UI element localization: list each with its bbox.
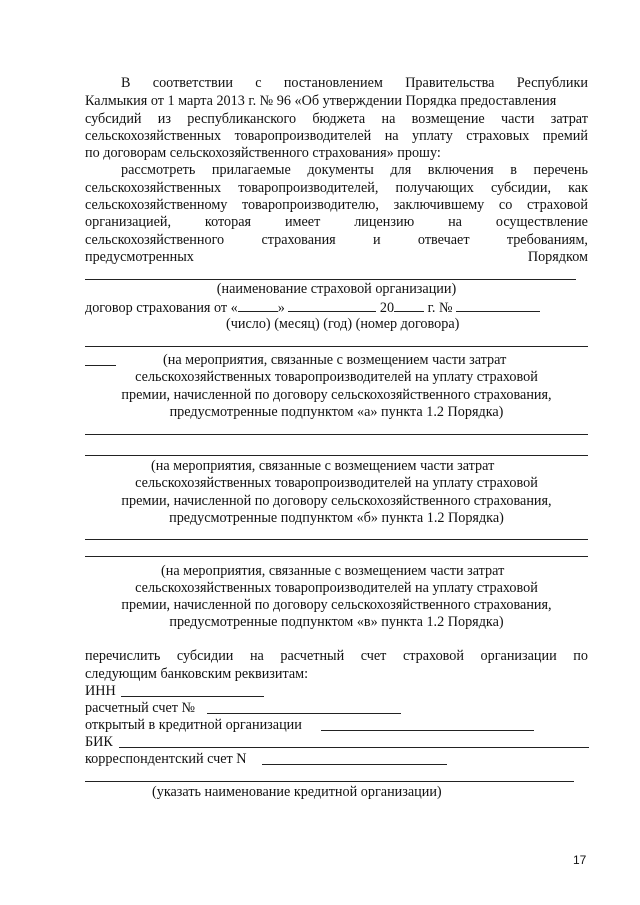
block-a-line-3: премии, начисленной по договору сельскохозяйственного страхования, [121, 387, 552, 403]
intro-line-3: субсидий из республиканского бюджета на возмещение части затрат [85, 111, 588, 127]
contract-caption: (число) (месяц) (год) (номер договора) [226, 316, 460, 332]
block-b-top-line [85, 455, 588, 456]
request-line-2: сельскохозяйственных товаропроизводителей, получающих субсидии, как [85, 180, 588, 196]
inn-field[interactable] [121, 696, 264, 697]
block-c-line-1: (на мероприятия, связанные с возмещением части затрат [161, 563, 505, 579]
contract-number-field[interactable] [456, 298, 540, 312]
bik-label: БИК [85, 734, 113, 750]
block-b-line-2: сельскохозяйственных товаропроизводителей на уплату страховой [135, 475, 538, 491]
bank-line-2: следующим банковским реквизитам: [85, 666, 309, 682]
contract-number-label: г. № [427, 300, 453, 316]
request-line-5: сельскохозяйственного страхования и отвечает требованиям, [85, 232, 588, 248]
request-line-4: организацией, которая имеет лицензию на осуществление [85, 214, 588, 230]
contract-year-prefix: 20 [379, 300, 395, 316]
block-b-line-3: премии, начисленной по договору сельскохозяйственного страхования, [121, 493, 552, 509]
bank-opened-field[interactable] [321, 730, 534, 731]
block-c-field-line[interactable] [85, 539, 588, 540]
corr-account-label: корреспондентский счет N [85, 751, 247, 767]
contract-month-field[interactable] [288, 298, 376, 312]
bank-line-1: перечислить субсидии на расчетный счет страховой организации по [85, 648, 588, 664]
corr-account-field[interactable] [262, 764, 447, 765]
intro-line-5: по договорам сельскохозяйственного страхования» прошу: [85, 145, 441, 161]
contract-day-field[interactable] [238, 298, 278, 312]
block-c-line-4: предусмотренные подпунктом «в» пункта 1.2 Порядка) [169, 614, 504, 630]
block-a-line-4: предусмотренные подпунктом «а» пункта 1.2 Порядка) [169, 404, 504, 420]
bank-opened-label: открытый в кредитной организации [85, 717, 302, 733]
block-c-top-line [85, 556, 588, 557]
block-a-line-2: сельскохозяйственных товаропроизводителей на уплату страховой [135, 369, 538, 385]
request-line-6: предусмотренных Порядком [85, 249, 588, 265]
contract-quote: » [277, 300, 285, 316]
intro-line-1: В соответствии с постановлением Правительства Республики [121, 75, 588, 91]
block-a-short-field[interactable] [85, 365, 116, 366]
block-c-line-3: премии, начисленной по договору сельскохозяйственного страхования, [121, 597, 552, 613]
block-b-line-4: предусмотренные подпунктом «б» пункта 1.2 Порядка) [169, 510, 504, 526]
request-line-1: рассмотреть прилагаемые документы для включения в перечень [121, 162, 588, 178]
block-b-field-line[interactable] [85, 434, 588, 435]
contract-year-field[interactable] [394, 298, 424, 312]
page-number: 17 [573, 853, 587, 867]
bik-field[interactable] [119, 747, 589, 748]
insurer-name-caption: (наименование страховой организации) [216, 281, 457, 297]
insurer-name-line[interactable] [85, 279, 576, 280]
block-a-line-1: (на мероприятия, связанные с возмещением части затрат [163, 352, 507, 368]
bank-name-line[interactable] [85, 781, 574, 782]
intro-line-4: сельскохозяйственных товаропроизводителей на уплату страховых премий [85, 128, 588, 144]
intro-line-2: Калмыкия от 1 марта 2013 г. № 96 «Об утверждении Порядка предоставления [85, 93, 557, 109]
request-line-3: сельскохозяйственному товаропроизводителю, заключившему со страховой [85, 197, 588, 213]
block-a-top-line [85, 346, 588, 347]
inn-label: ИНН [85, 683, 116, 699]
block-c-line-2: сельскохозяйственных товаропроизводителей на уплату страховой [135, 580, 538, 596]
account-field[interactable] [207, 713, 401, 714]
contract-line [85, 298, 540, 317]
account-label: расчетный счет № [85, 700, 196, 716]
bank-name-caption: (указать наименование кредитной организации) [152, 784, 442, 800]
block-b-line-1: (на мероприятия, связанные с возмещением части затрат [151, 458, 495, 474]
contract-prefix: договор страхования от « [85, 300, 238, 316]
